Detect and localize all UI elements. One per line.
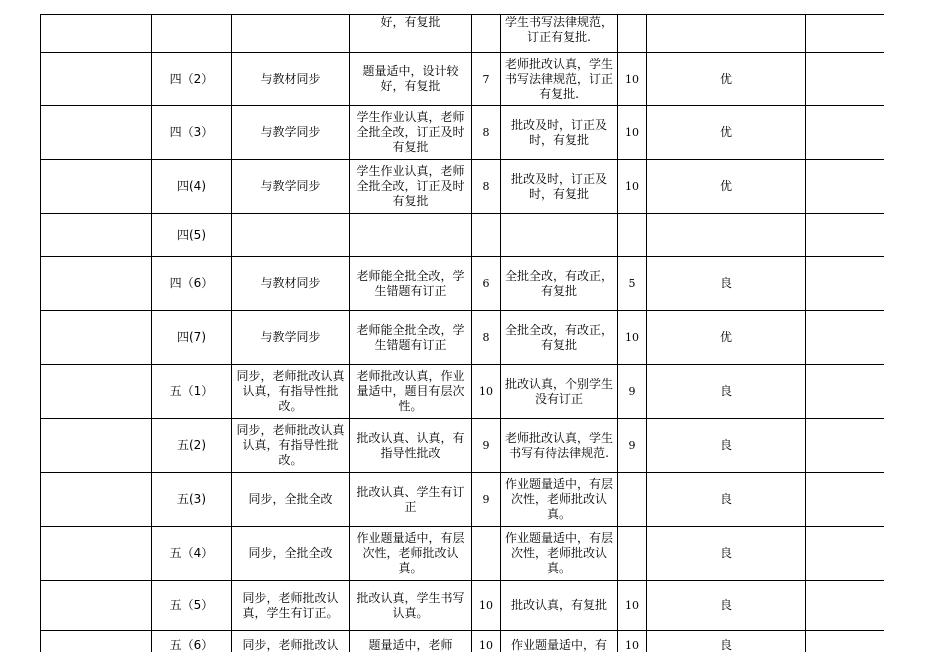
cell-grade: [647, 15, 806, 53]
cell-comment: 学生作业认真，老师全批全改，订正及时有复批: [350, 160, 472, 214]
cell-grade: [647, 214, 806, 257]
cell-class: 四（3）: [152, 106, 232, 160]
cell-grade: 良: [647, 365, 806, 419]
cell-score-2: 10: [618, 311, 647, 365]
cell-progress: 与教学同步: [232, 160, 350, 214]
cell-comment: 批改认真，学生书写认真。: [350, 581, 472, 631]
cell-score: 10: [472, 581, 501, 631]
cell-score: [472, 214, 501, 257]
cell-class: 四(4): [152, 160, 232, 214]
cell-grade: 优: [647, 106, 806, 160]
cell-score-2: [618, 214, 647, 257]
cell-grade: 良: [647, 473, 806, 527]
cell-remark: 批改认真，个别学生没有订正: [501, 365, 618, 419]
cell-blank-right: [806, 473, 885, 527]
cell-class: [152, 15, 232, 53]
cell-score-2: [618, 473, 647, 527]
cell-remark: 作业题量适中，有: [501, 631, 618, 653]
cell-score: 8: [472, 160, 501, 214]
cell-score: 8: [472, 106, 501, 160]
cell-grade: 优: [647, 311, 806, 365]
cell-blank-right: [806, 257, 885, 311]
cell-comment: 题量适中，设计较好，有复批: [350, 53, 472, 106]
cell-progress: 与教材同步: [232, 257, 350, 311]
cell-blank-left: [41, 53, 152, 106]
table-row: [41, 527, 885, 581]
cell-score-2: 9: [618, 419, 647, 473]
cell-blank-left: [41, 311, 152, 365]
cell-score: 6: [472, 257, 501, 311]
table-row: [41, 53, 885, 106]
cell-grade: 良: [647, 527, 806, 581]
cell-blank-left: [41, 15, 152, 53]
cell-blank-right: [806, 527, 885, 581]
cell-class: 五(2): [152, 419, 232, 473]
cell-remark: 学生书写法律规范，订正有复批.: [501, 15, 618, 53]
cell-progress: 同步，老师批改认真认真，有指导性批改。: [232, 419, 350, 473]
cell-grade: 良: [647, 581, 806, 631]
cell-score: 9: [472, 473, 501, 527]
cell-blank-left: [41, 631, 152, 653]
cell-progress: 同步，老师批改认真，学生有订正。: [232, 581, 350, 631]
cell-blank-right: [806, 581, 885, 631]
cell-class: 四(5): [152, 214, 232, 257]
cell-blank-left: [41, 527, 152, 581]
cell-score: [472, 15, 501, 53]
table-body: [41, 15, 885, 653]
cell-score-2: 10: [618, 106, 647, 160]
cell-class: 五（5）: [152, 581, 232, 631]
cell-comment: 题量适中，老师: [350, 631, 472, 653]
cell-comment: 好，有复批: [350, 15, 472, 53]
cell-score-2: 10: [618, 631, 647, 653]
table-row: [41, 419, 885, 473]
cell-progress: [232, 214, 350, 257]
cell-class: 四(7): [152, 311, 232, 365]
table-row: [41, 214, 885, 257]
cell-blank-right: [806, 53, 885, 106]
cell-score: 8: [472, 311, 501, 365]
cell-score-2: 10: [618, 53, 647, 106]
cell-class: 五(3): [152, 473, 232, 527]
cell-score: [472, 527, 501, 581]
cell-score: 9: [472, 419, 501, 473]
cell-class: 四（2）: [152, 53, 232, 106]
cell-blank-right: [806, 214, 885, 257]
cell-progress: 与教学同步: [232, 311, 350, 365]
cell-grade: 优: [647, 53, 806, 106]
cell-grade: 良: [647, 257, 806, 311]
table-row: [41, 365, 885, 419]
cell-remark: 老师批改认真，学生书写法律规范，订正有复批.: [501, 53, 618, 106]
cell-progress: 同步，老师批改认: [232, 631, 350, 653]
cell-class: 四（6）: [152, 257, 232, 311]
cell-blank-right: [806, 160, 885, 214]
table-row: [41, 257, 885, 311]
cell-remark: 批改认真，有复批: [501, 581, 618, 631]
cell-progress: 同步，全批全改: [232, 473, 350, 527]
cell-blank-left: [41, 473, 152, 527]
cell-remark: 批改及时，订正及时，有复批: [501, 106, 618, 160]
cell-comment: 老师能全批全改，学生错题有订正: [350, 311, 472, 365]
cell-blank-left: [41, 419, 152, 473]
cell-score-2: [618, 15, 647, 53]
cell-blank-left: [41, 106, 152, 160]
cell-remark: 全批全改，有改正，有复批: [501, 311, 618, 365]
cell-score-2: [618, 527, 647, 581]
cell-grade: 优: [647, 160, 806, 214]
cell-remark: 作业题量适中，有层次性，老师批改认真。: [501, 527, 618, 581]
cell-blank-left: [41, 160, 152, 214]
cell-remark: 批改及时，订正及时，有复批: [501, 160, 618, 214]
cell-remark: 全批全改，有改正，有复批: [501, 257, 618, 311]
cell-blank-left: [41, 365, 152, 419]
cell-blank-left: [41, 214, 152, 257]
cell-comment: 学生作业认真，老师全批全改，订正及时有复批: [350, 106, 472, 160]
cell-score-2: 10: [618, 581, 647, 631]
cell-blank-right: [806, 15, 885, 53]
cell-progress: 同步，老师批改认真认真，有指导性批改。: [232, 365, 350, 419]
cell-comment: 批改认真、认真，有指导性批改: [350, 419, 472, 473]
cell-grade: 良: [647, 631, 806, 653]
homework-inspection-table: [40, 14, 884, 652]
table-row: [41, 473, 885, 527]
cell-comment: 老师批改认真，作业量适中，题目有层次性。: [350, 365, 472, 419]
inspection-sheet: [40, 14, 884, 652]
cell-progress: 与教材同步: [232, 53, 350, 106]
cell-blank-right: [806, 631, 885, 653]
table-row: [41, 106, 885, 160]
table-row: [41, 581, 885, 631]
table-row: [41, 311, 885, 365]
cell-blank-right: [806, 106, 885, 160]
table-row: [41, 15, 885, 53]
cell-score: 10: [472, 631, 501, 653]
cell-score-2: 9: [618, 365, 647, 419]
cell-class: 五（6）: [152, 631, 232, 653]
table-row: [41, 631, 885, 653]
cell-progress: 与教学同步: [232, 106, 350, 160]
cell-progress: 同步，全批全改: [232, 527, 350, 581]
cell-score-2: 10: [618, 160, 647, 214]
cell-progress: [232, 15, 350, 53]
cell-score: 10: [472, 365, 501, 419]
cell-remark: [501, 214, 618, 257]
cell-blank-left: [41, 581, 152, 631]
cell-blank-left: [41, 257, 152, 311]
cell-remark: 老师批改认真，学生书写有待法律规范.: [501, 419, 618, 473]
table-row: [41, 160, 885, 214]
cell-blank-right: [806, 419, 885, 473]
cell-score-2: 5: [618, 257, 647, 311]
cell-grade: 良: [647, 419, 806, 473]
cell-blank-right: [806, 311, 885, 365]
cell-comment: 批改认真、学生有订正: [350, 473, 472, 527]
cell-blank-right: [806, 365, 885, 419]
cell-class: 五（4）: [152, 527, 232, 581]
cell-class: 五（1）: [152, 365, 232, 419]
cell-comment: [350, 214, 472, 257]
cell-comment: 作业题量适中，有层次性，老师批改认真。: [350, 527, 472, 581]
cell-score: 7: [472, 53, 501, 106]
cell-comment: 老师能全批全改，学生错题有订正: [350, 257, 472, 311]
cell-remark: 作业题量适中，有层次性，老师批改认真。: [501, 473, 618, 527]
